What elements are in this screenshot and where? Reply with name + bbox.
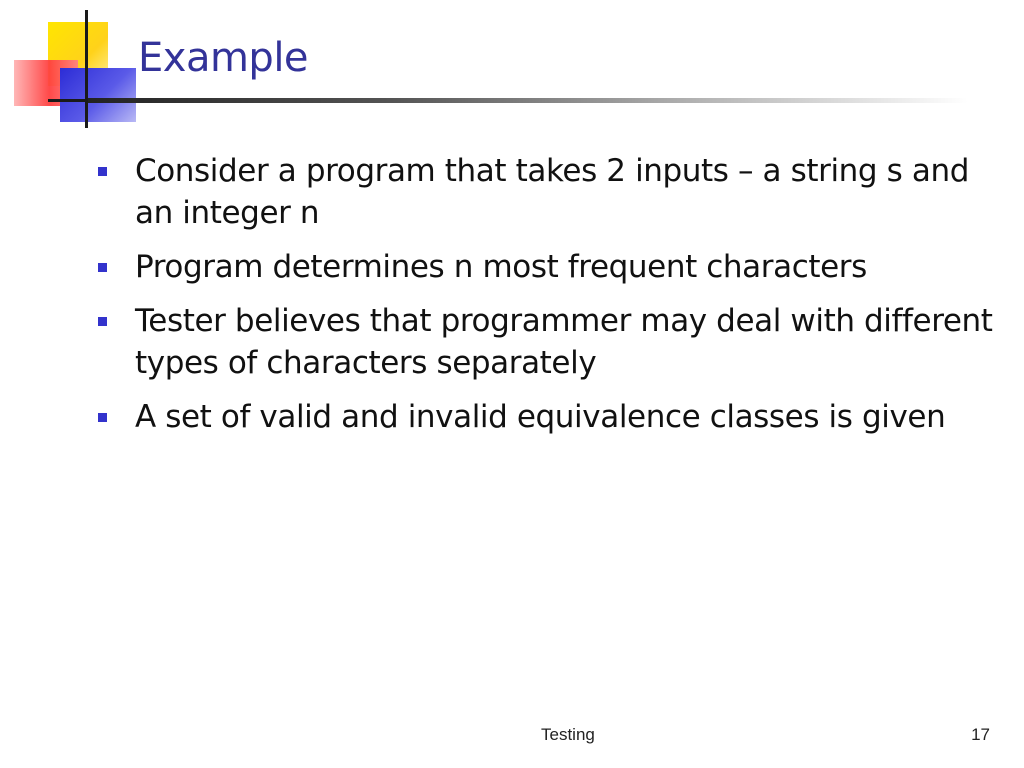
page-number: 17 (971, 725, 990, 744)
bullet-text: A set of valid and invalid equivalence classes is given (135, 399, 946, 435)
bullet-item (98, 150, 998, 234)
bullet-square-icon (98, 413, 107, 422)
bullet-text: Consider a program that takes 2 inputs – a string s and an integer n (135, 153, 969, 231)
title-divider (88, 98, 968, 103)
bullet-item (98, 246, 998, 288)
slide-title: Example (138, 35, 309, 81)
bullet-list (98, 150, 998, 450)
logo-blue-square (60, 68, 136, 122)
logo-vertical-line (85, 10, 88, 128)
bullet-text: Program determines n most frequent characters (135, 249, 867, 285)
footer-text: Testing (541, 725, 595, 744)
bullet-square-icon (98, 263, 107, 272)
bullet-item (98, 300, 998, 384)
bullet-square-icon (98, 317, 107, 326)
bullet-square-icon (98, 167, 107, 176)
bullet-item (98, 396, 998, 438)
bullet-text: Tester believes that programmer may deal with different types of characters separately (135, 303, 993, 381)
decorative-logo-icon (0, 0, 140, 130)
